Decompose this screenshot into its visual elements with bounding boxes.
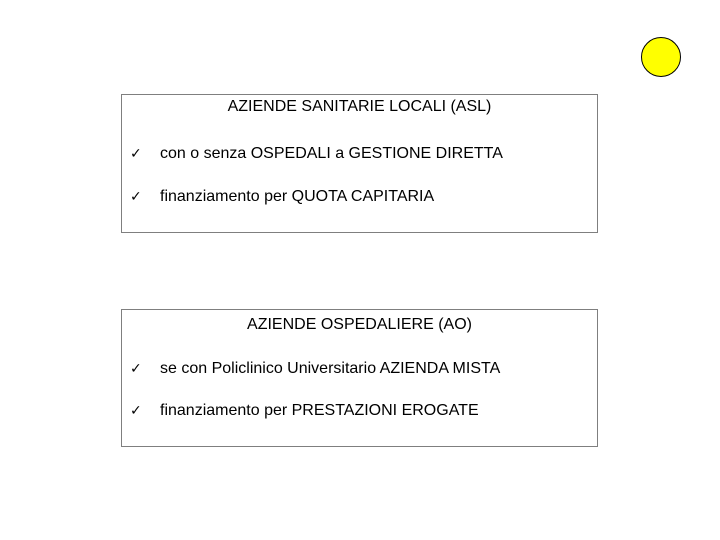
ao-bullet-2 xyxy=(130,401,479,421)
asl-bullet-2-text: finanziamento per QUOTA CAPITARIA xyxy=(160,188,435,205)
yellow-circle-icon xyxy=(641,37,681,77)
asl-box xyxy=(121,94,598,233)
asl-bullet-1 xyxy=(130,144,503,164)
checkmark-icon: ✓ xyxy=(130,403,142,419)
asl-bullet-1-text: con o senza OSPEDALI a GESTIONE DIRETTA xyxy=(160,145,503,162)
asl-bullet-2 xyxy=(130,187,434,207)
ao-box xyxy=(121,309,598,447)
ao-bullet-2-text: finanziamento per PRESTAZIONI EROGATE xyxy=(160,402,479,419)
checkmark-icon: ✓ xyxy=(130,189,142,205)
checkmark-icon: ✓ xyxy=(130,146,142,162)
checkmark-icon: ✓ xyxy=(130,361,142,377)
ao-bullet-1-text: se con Policlinico Universitario AZIENDA MISTA xyxy=(160,360,501,377)
ao-bullet-1 xyxy=(130,359,500,379)
ao-title: AZIENDE OSPEDALIERE (AO) xyxy=(247,316,472,333)
asl-title: AZIENDE SANITARIE LOCALI (ASL) xyxy=(227,98,492,115)
